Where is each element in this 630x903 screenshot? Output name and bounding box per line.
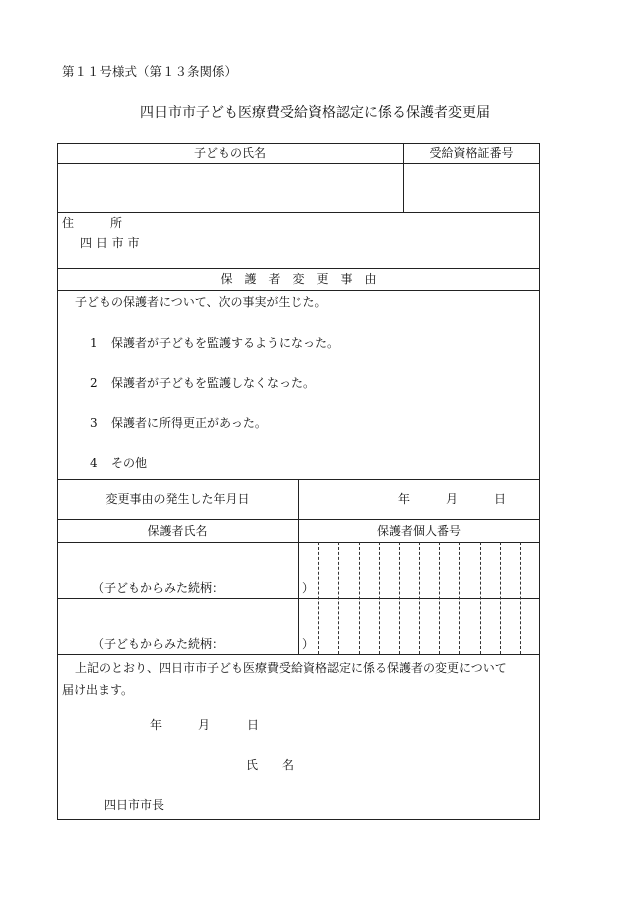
declaration-year: 年 [150,718,163,732]
guardian-name-field-2[interactable] [59,600,296,630]
guardian-id-field-2[interactable] [300,600,538,652]
change-date-year: 年 [398,492,411,506]
rule-guardian-divider [298,479,299,654]
reason-option-1-text[interactable]: 保護者が子どもを監護するようになった。 [111,336,340,350]
change-date-field[interactable] [300,481,538,517]
address-field[interactable] [160,232,530,262]
document-title: 四日市市子ども医療費受給資格認定に係る保護者変更届 [140,105,490,121]
change-date-month: 月 [446,492,459,506]
addressee: 四日市市長 [104,798,165,812]
reason-option-3-text[interactable]: 保護者に所得更正があった。 [111,416,267,430]
guardian-name-header: 保護者氏名 [147,524,208,538]
child-name-label: 子どもの氏名 [193,146,266,160]
declaration-line-2: 届け出ます。 [62,683,134,697]
guardian-id-field-1[interactable] [300,544,538,596]
reason-option-2-number: 2 [90,376,98,390]
rule-address-end [57,268,540,269]
guardian-relationship-2: （子どもからみた続柄： ） [92,637,315,651]
declaration-month: 月 [198,718,211,732]
cert-number-field[interactable] [404,164,539,211]
reason-option-4-text[interactable]: その他 [111,456,148,470]
reason-option-3-number: 3 [90,416,98,430]
declaration-line-1: 上記のとおり、四日市市子ども医療費受給資格認定に係る保護者の変更について [75,661,507,675]
rule-child-end [57,212,540,213]
declaration-day: 日 [247,718,260,732]
rule-reason-heading [57,290,540,291]
form-number: 第１１号様式（第１３条関係） [62,64,238,79]
guardian-relationship-1: （子どもからみた続柄： ） [92,581,315,595]
rule-guardian-2 [57,654,540,655]
address-prefix: 四 日 市 市 [80,236,140,250]
guardian-name-field-1[interactable] [59,544,296,574]
guardian-id-header: 保護者個人番号 [376,524,461,538]
change-date-label: 変更事由の発生した年月日 [105,492,250,506]
reason-option-4-number: 4 [90,456,98,470]
child-name-field[interactable] [58,164,402,211]
change-date-day: 日 [494,492,507,506]
reason-heading: 保 護 者 変 更 事 由 [220,272,377,286]
reason-option-2-text[interactable]: 保護者が子どもを監護しなくなった。 [111,376,316,390]
address-label: 住 所 [62,216,123,230]
cert-number-label: 受給資格証番号 [429,146,514,160]
reason-intro: 子どもの保護者について、次の事実が生じた。 [75,295,327,309]
signature-field[interactable] [305,752,530,778]
signature-label: 氏 名 [246,758,295,772]
reason-option-1-number: 1 [90,336,98,350]
